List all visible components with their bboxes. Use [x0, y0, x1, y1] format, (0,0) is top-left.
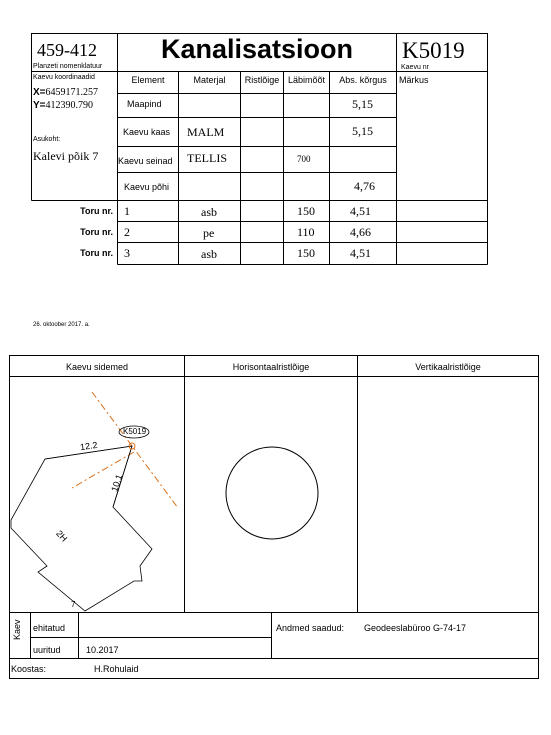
header-remarks: Märkus [399, 75, 429, 85]
sketch-distance-label: 10.1 [109, 473, 125, 493]
row-abs-value: 5,15 [352, 97, 373, 111]
footer-data-source-label: Andmed saadud: [276, 623, 345, 633]
building-outline [11, 446, 152, 611]
address: Kalevi põik 7 [33, 149, 99, 163]
sketch-distance-label: 12.2 [79, 439, 99, 453]
header-material: Materjal [193, 75, 226, 85]
panel-title-horizontal: Horisontaalristlõige [232, 362, 310, 372]
row-element-label: Kaevu kaas [123, 127, 171, 137]
panel-title-vertical: Vertikaalristlõige [415, 362, 481, 372]
pipe-material: asb [201, 247, 217, 261]
footer-kaev-label: Kaev [12, 619, 22, 640]
row-element-label: Kaevu seinad [118, 156, 173, 166]
footer-author-value: H.Rohulaid [94, 664, 139, 674]
row-material-value: MALM [187, 125, 225, 139]
row-element-label: Kaevu põhi [124, 182, 170, 192]
sketch-house-number: 7 [71, 600, 76, 609]
map-sheet-caption: Planzeti nomenklatuur [33, 63, 103, 70]
pipe-material: asb [201, 205, 217, 219]
pipe-number: 2 [124, 225, 130, 239]
pipe-abs-height: 4,51 [350, 204, 371, 218]
panel-title-ties: Kaevu sidemed [65, 362, 129, 372]
row-element-label: Maapind [127, 99, 162, 109]
header-diameter: Läbimõõt [287, 75, 326, 85]
coords-caption: Kaevu koordinaadid [33, 74, 95, 81]
footer-built-label: ehitatud [33, 623, 66, 633]
sketch-building-label: 2H [54, 528, 70, 544]
pipe-label: Toru nr. [80, 248, 113, 258]
row-abs-value: 5,15 [352, 124, 373, 138]
row-material-value: TELLIS [187, 151, 227, 165]
header-cross-section: Ristlõige [244, 75, 280, 85]
pipe-diameter: 110 [297, 225, 315, 239]
pipe-label: Toru nr. [80, 206, 113, 216]
row-abs-value: 4,76 [354, 179, 375, 193]
well-id: K5019 [402, 38, 465, 63]
document-date: 26. oktoober 2017. a. [33, 322, 90, 328]
pipe-label: Toru nr. [80, 227, 113, 237]
row-diameter-value: 700 [297, 154, 311, 164]
y-coordinate: Y=412390.790 [33, 100, 94, 111]
x-coordinate: X=6459171.257 [33, 87, 99, 98]
header-abs-height: Abs. kõrgus [339, 75, 387, 85]
pipe-abs-height: 4,66 [350, 225, 371, 239]
page-title: Kanalisatsioon [160, 34, 354, 64]
footer-inspected-value: 10.2017 [86, 645, 119, 655]
header-element: Element [131, 75, 165, 85]
pipe-material: pe [203, 226, 215, 240]
pipe-number: 1 [124, 204, 130, 218]
pipe-diameter: 150 [297, 204, 315, 218]
footer-data-source-value: Geodeeslabüroo G-74-17 [364, 623, 467, 633]
pipe-number: 3 [124, 246, 130, 260]
footer-inspected-label: uuritud [33, 645, 61, 655]
well-id-caption: Kaevu nr [401, 64, 430, 71]
address-caption: Asukoht: [33, 136, 61, 143]
pipe-abs-height: 4,51 [350, 246, 371, 260]
sketch-well-label: K5019 [123, 427, 147, 436]
footer-author-label: Koostas: [11, 664, 47, 674]
map-sheet-number: 459-412 [37, 40, 97, 60]
pipe-diameter: 150 [297, 246, 315, 260]
